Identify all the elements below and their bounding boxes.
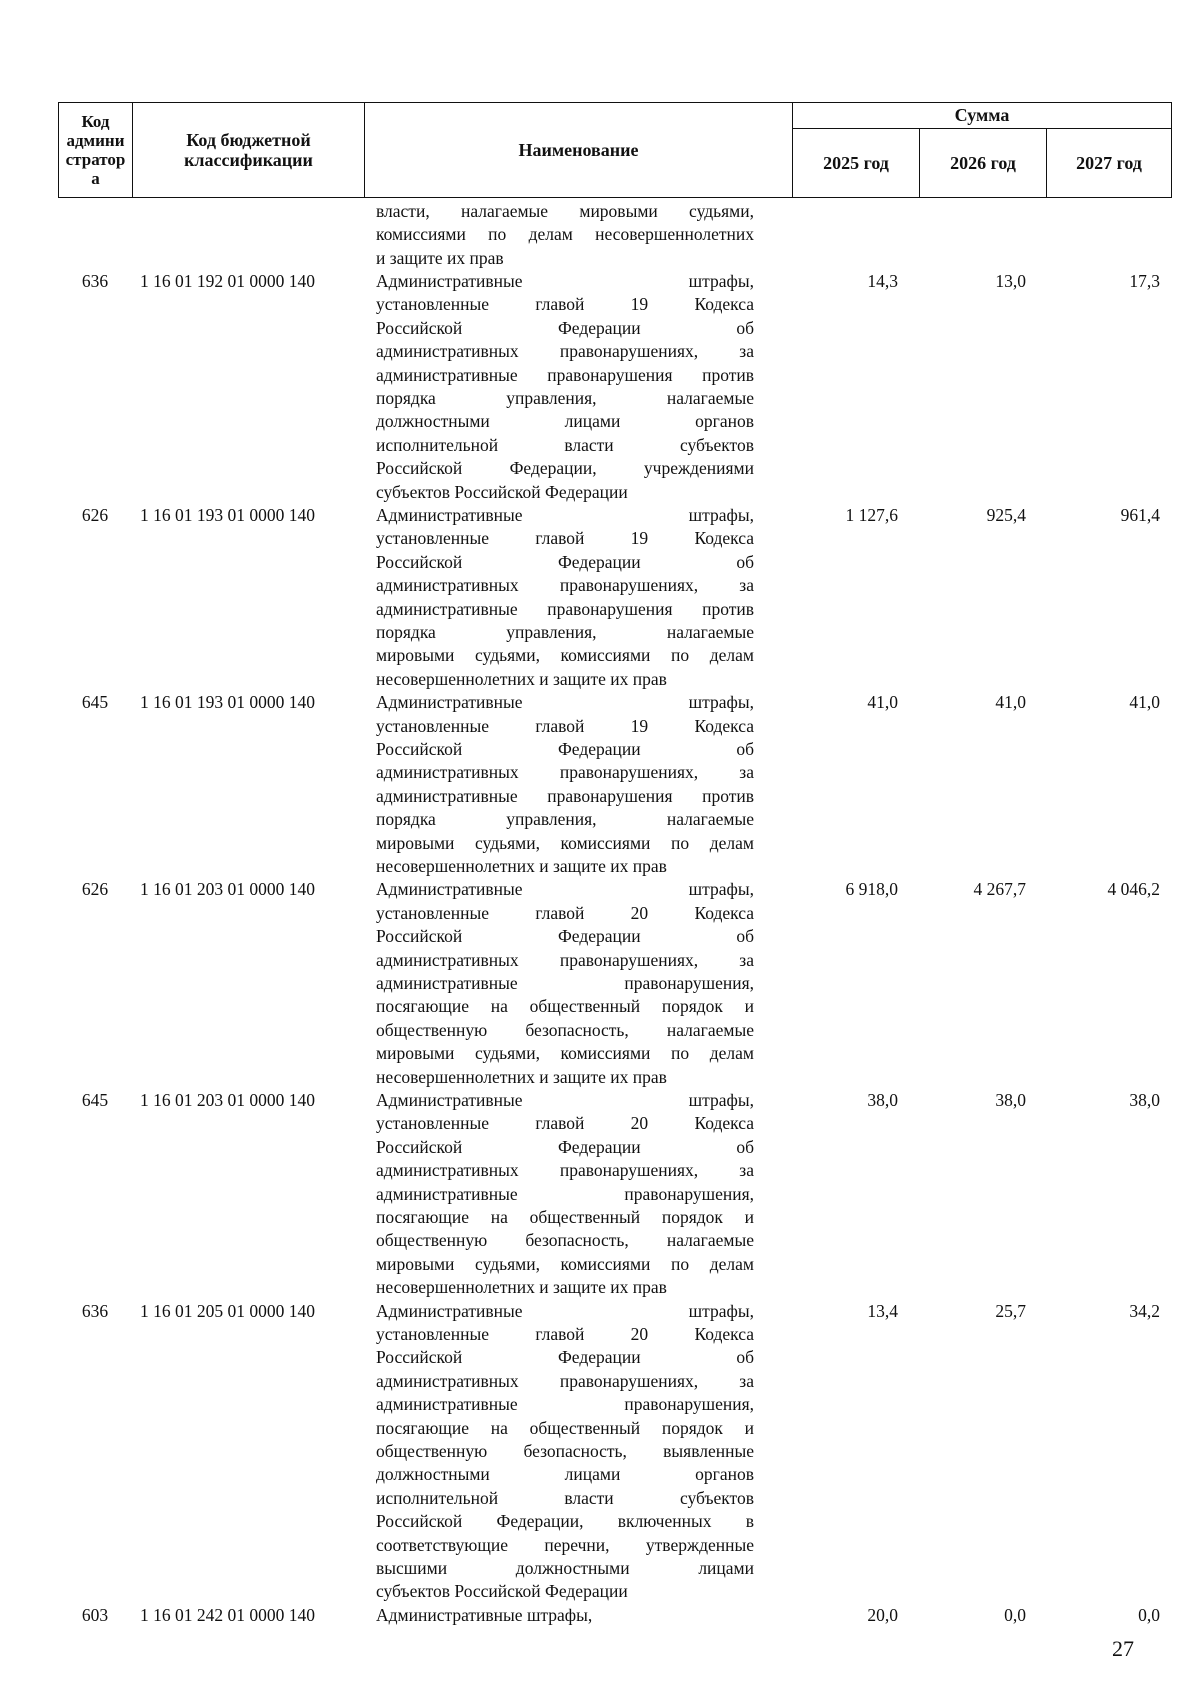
name-line: общественную безопасность, выявленные	[376, 1440, 754, 1461]
name-cell	[376, 1089, 754, 1300]
table-header	[58, 102, 1172, 198]
name-line: посягающие на общественный порядок и	[376, 996, 754, 1017]
budget-code-cell: 1 16 01 242 01 0000 140	[140, 1604, 315, 1625]
name-line: административных правонарушениях, за	[376, 341, 754, 362]
budget-code-cell: 1 16 01 205 01 0000 140	[140, 1300, 315, 1321]
value-2026-cell: 0,0	[1004, 1604, 1026, 1625]
name-line: Российской Федерации, включенных в	[376, 1511, 754, 1532]
name-line: посягающие на общественный порядок и	[376, 1417, 754, 1438]
name-line: административные правонарушения,	[376, 1183, 754, 1204]
name-line: общественную безопасность, налагаемые	[376, 1019, 754, 1040]
name-line: мировыми судьями, комиссиями по делам	[376, 645, 754, 666]
name-cell	[376, 270, 754, 504]
value-2025-cell: 14,3	[867, 271, 898, 291]
name-line: административные правонарушения против	[376, 785, 754, 806]
value-2025-cell: 6 918,0	[845, 879, 898, 900]
name-line: несовершеннолетних и защите их прав	[376, 668, 667, 689]
header-kbk-line: Код бюджетной	[186, 130, 311, 150]
continuation-text	[376, 200, 754, 270]
admin-code-cell: 636	[81, 271, 109, 291]
budget-code-cell: 1 16 01 203 01 0000 140	[140, 879, 315, 900]
value-2026-cell: 13,0	[995, 271, 1026, 291]
name-line: несовершеннолетних и защите их прав	[376, 1066, 667, 1087]
admin-code-cell: 636	[81, 1300, 109, 1321]
budget-code-cell: 1 16 01 192 01 0000 140	[140, 271, 315, 291]
text-line: власти, налагаемые мировыми судьями,	[376, 201, 754, 221]
page-number: 27	[1112, 1636, 1134, 1661]
header-admin-line: стратор	[65, 150, 126, 169]
name-line: установленные главой 20 Кодекса	[376, 1113, 754, 1134]
budget-code-cell: 1 16 01 203 01 0000 140	[140, 1090, 315, 1110]
name-line: Административные штрафы,	[376, 879, 754, 900]
name-line: несовершеннолетних и защите их прав	[376, 1277, 667, 1298]
budget-code-cell: 1 16 01 193 01 0000 140	[140, 505, 315, 525]
value-2025-cell: 41,0	[867, 692, 898, 713]
header-name: Наименование	[365, 103, 793, 197]
name-line: субъектов Российской Федерации	[376, 481, 628, 502]
name-line: посягающие на общественный порядок и	[376, 1206, 754, 1227]
admin-code-cell: 626	[81, 505, 109, 525]
name-cell	[376, 878, 754, 1089]
name-line: Российской Федерации об	[376, 738, 754, 759]
value-2026-cell: 925,4	[986, 505, 1026, 525]
header-admin-code	[59, 103, 133, 197]
name-line: Российской Федерации об	[376, 317, 754, 338]
value-2027-cell: 34,2	[1129, 1300, 1160, 1321]
header-year-2026: 2026 год	[920, 129, 1047, 197]
name-line: Административные штрафы,	[376, 692, 754, 713]
name-line: Российской Федерации об	[376, 1347, 754, 1368]
name-line: установленные главой 19 Кодекса	[376, 715, 754, 736]
name-line: порядка управления, налагаемые	[376, 809, 754, 830]
name-line: Российской Федерации, учреждениями	[376, 458, 754, 479]
name-line: административные правонарушения против	[376, 598, 754, 619]
name-line: порядка управления, налагаемые	[376, 621, 754, 642]
name-line: соответствующие перечни, утвержденные	[376, 1534, 754, 1555]
text-line: комиссиями по делам несовершеннолетних	[376, 224, 754, 245]
name-cell	[376, 691, 754, 878]
value-2026-cell: 25,7	[995, 1300, 1026, 1321]
value-2025-cell: 13,4	[867, 1300, 898, 1321]
name-line: Российской Федерации об	[376, 926, 754, 947]
name-line: мировыми судьями, комиссиями по делам	[376, 832, 754, 853]
value-2027-cell: 961,4	[1120, 505, 1160, 525]
value-2027-cell: 41,0	[1129, 692, 1160, 713]
header-sum: Сумма	[793, 103, 1171, 129]
name-line: Российской Федерации об	[376, 551, 754, 572]
name-line: высшими должностными лицами	[376, 1557, 754, 1578]
value-2025-cell: 1 127,6	[845, 505, 898, 525]
name-line: порядка управления, налагаемые	[376, 387, 754, 408]
name-line: Административные штрафы,	[376, 505, 754, 525]
value-2027-cell: 38,0	[1129, 1090, 1160, 1110]
name-line: административных правонарушениях, за	[376, 949, 754, 970]
name-line: Административные штрафы,	[376, 1300, 754, 1321]
header-admin-line: Код	[81, 112, 110, 131]
value-2025-cell: 38,0	[867, 1090, 898, 1110]
value-2025-cell: 20,0	[867, 1604, 898, 1625]
value-2027-cell: 4 046,2	[1107, 879, 1160, 900]
name-line: административные правонарушения,	[376, 972, 754, 993]
name-line: установленные главой 20 Кодекса	[376, 902, 754, 923]
name-line: установленные главой 20 Кодекса	[376, 1323, 754, 1344]
header-year-2027: 2027 год	[1076, 152, 1142, 173]
value-2026-cell: 4 267,7	[973, 879, 1026, 900]
name-line: установленные главой 19 Кодекса	[376, 528, 754, 549]
value-2027-cell: 0,0	[1138, 1604, 1160, 1625]
admin-code-cell: 645	[81, 1090, 109, 1110]
name-line: должностными лицами органов	[376, 411, 754, 432]
budget-code-cell: 1 16 01 193 01 0000 140	[140, 692, 315, 713]
value-2026-cell: 41,0	[995, 692, 1026, 713]
header-kbk-line: классификации	[184, 150, 313, 170]
name-line: административных правонарушениях, за	[376, 575, 754, 596]
name-line: исполнительной власти субъектов	[376, 434, 754, 455]
name-line: общественную безопасность, налагаемые	[376, 1230, 754, 1251]
name-line: административных правонарушениях, за	[376, 762, 754, 783]
name-line: установленные главой 19 Кодекса	[376, 294, 754, 315]
admin-code-cell: 626	[81, 879, 109, 900]
header-year-2025: 2025 год	[793, 129, 920, 197]
name-line: административные правонарушения,	[376, 1394, 754, 1415]
name-line: мировыми судьями, комиссиями по делам	[376, 1253, 754, 1274]
header-budget-code	[133, 103, 365, 197]
name-line: должностными лицами органов	[376, 1464, 754, 1485]
name-line: мировыми судьями, комиссиями по делам	[376, 1043, 754, 1064]
header-admin-line: админи	[66, 131, 125, 150]
admin-code-cell: 645	[81, 692, 109, 713]
name-line: исполнительной власти субъектов	[376, 1487, 754, 1508]
name-cell	[376, 504, 754, 691]
admin-code-cell: 603	[81, 1604, 109, 1625]
name-line: административные правонарушения против	[376, 364, 754, 385]
name-line: административных правонарушениях, за	[376, 1160, 754, 1181]
value-2027-cell: 17,3	[1129, 271, 1160, 291]
name-line: административных правонарушениях, за	[376, 1370, 754, 1391]
name-line: несовершеннолетних и защите их прав	[376, 855, 667, 876]
text-line: и защите их прав	[376, 247, 504, 268]
name-line: Административные штрафы,	[376, 1090, 754, 1110]
name-cell	[376, 1300, 754, 1604]
name-line: Российской Федерации об	[376, 1136, 754, 1157]
value-2026-cell: 38,0	[995, 1090, 1026, 1110]
header-admin-line: а	[91, 169, 100, 188]
name-cell	[376, 1604, 754, 1627]
name-line: Административные штрафы,	[376, 1604, 593, 1625]
name-line: субъектов Российской Федерации	[376, 1581, 628, 1602]
name-line: Административные штрафы,	[376, 271, 754, 291]
